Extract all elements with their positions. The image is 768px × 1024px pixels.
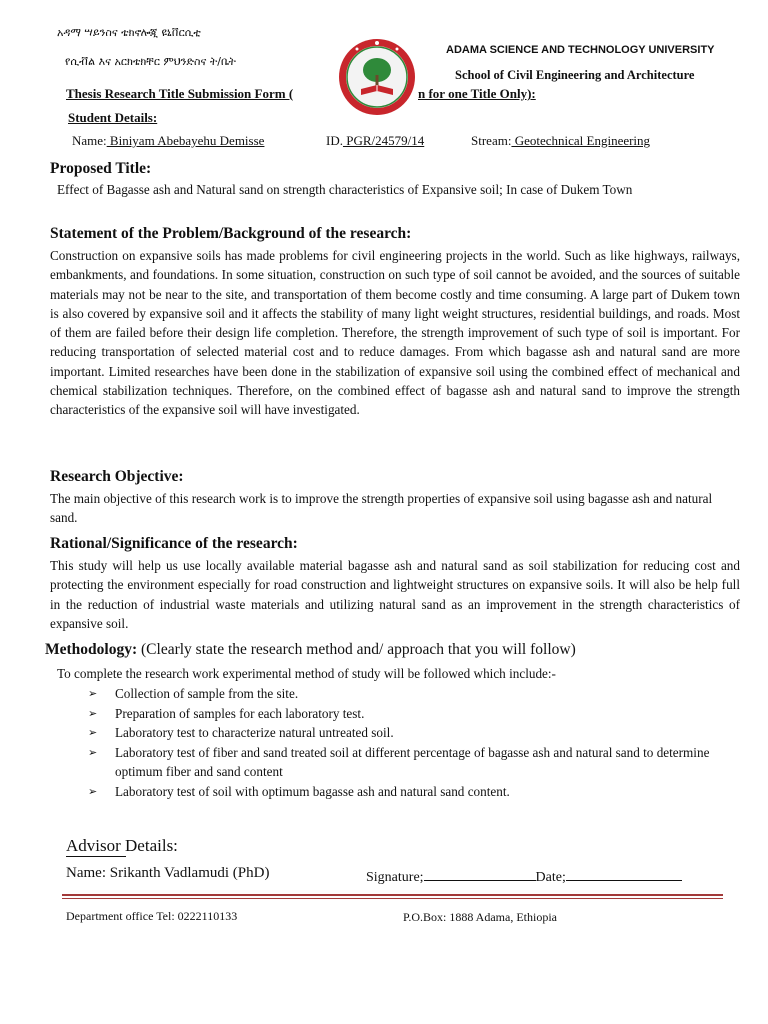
methodology-intro: To complete the research work experimental method of study will be followed which include:-	[57, 666, 556, 681]
student-id-label: ID.	[326, 133, 343, 148]
proposed-title-heading: Proposed Title:	[50, 160, 152, 177]
list-item: ➢ Collection of sample from the site.	[88, 684, 750, 704]
footer-divider-thick	[62, 894, 723, 896]
statement-text: Construction on expansive soils has made problems for civil engineering projects in the world. Such as like highways, railways, embankments, and foundations. In some situation, construction on such type of soil cannot be avoided, and the sources of suitable materials may not be near to the site, and transportation of them become costly and time consuming. A large part of Dukem town is also covered by expansive soil and it affects the stability of many light weight structures, residential buildings, and roads. Most of them are failed before their design life completion. Therefore, the strength improvement of such type of soil is important. For reducing transportation of selected material cost and to reduce damages. From which bagasse ash and natural sand are more important. Limited researches have been done in the stabilization of expansive soil using the combined effect of mechanical and chemical stabilization techniques. Therefore, on the combined effect of bagasse ash and natural sand to improve the strength characteristics of the expansive soil will have investigated.	[50, 248, 740, 418]
student-name-value: Biniyam Abebayehu Demisse	[106, 133, 265, 148]
student-stream-value: Geotechnical Engineering	[511, 133, 651, 148]
footer-pobox: P.O.Box: 1888 Adama, Ethiopia	[403, 910, 557, 924]
proposed-title-text: Effect of Bagasse ash and Natural sand on strength characteristics of Expansive soil; In case of Dukem Town	[57, 182, 633, 197]
arrow-bullet-icon: ➢	[88, 687, 98, 700]
advisor-heading-underline	[66, 856, 126, 857]
arrow-bullet-icon: ➢	[88, 784, 98, 798]
student-stream-label: Stream:	[471, 133, 512, 148]
form-title-left: Thesis Research Title Submission Form (	[66, 86, 294, 101]
university-logo	[337, 37, 417, 117]
student-name-label: Name:	[72, 133, 107, 148]
form-title-right: n for one Title Only):	[418, 86, 536, 101]
arrow-bullet-icon: ➢	[88, 726, 98, 740]
student-stream-row	[471, 133, 650, 149]
advisor-name-row	[66, 865, 269, 882]
student-id-row	[326, 133, 424, 149]
list-item: ➢ Laboratory test to characterize natural untreated soil.	[88, 723, 750, 743]
student-id-value: PGR/24579/14	[342, 133, 425, 148]
objective-text: The main objective of this research work is to improve the strength properties of expansive soil using bagasse ash and natural sand.	[50, 491, 713, 526]
footer-divider-thin	[62, 898, 723, 899]
date-label: Date;	[535, 870, 566, 885]
advisor-heading: Advisor Details:	[66, 836, 178, 855]
advisor-name-label: Name:	[66, 865, 106, 881]
objective-heading: Research Objective:	[50, 468, 184, 485]
amharic-university-name: አዳማ ሣይንስና ቴክኖሎጂ ዩኒቨርሲቲ	[57, 26, 201, 39]
methodology-subheading: (Clearly state the research method and/ approach that you will follow)	[137, 641, 576, 658]
rational-text: This study will help us use locally available material bagasse ash and natural sand as soil stabilization for reducing cost and protecting the environment especially for road construction and lightweight structures on expansive soils. It will also be help full in the reduction of industrial waste materials and utilizing natural sand as an improvement in the strength characteristics of expansive soil.	[50, 558, 740, 631]
amharic-school-name: የሲቭል እና አርክቴክቸር ምህንድስና ት/ቤት	[65, 55, 236, 68]
footer-tel: Department office Tel: 0222110133	[66, 909, 238, 923]
rational-heading: Rational/Significance of the research:	[50, 535, 298, 552]
signature-label: Signature;	[366, 870, 424, 885]
student-name-row	[72, 133, 264, 149]
list-item: ➢ Laboratory test of soil with optimum bagasse ash and natural sand content.	[88, 782, 750, 802]
date-line[interactable]	[566, 866, 682, 881]
list-item: ➢ Preparation of samples for each laboratory test.	[88, 704, 750, 724]
methodology-heading: Methodology:	[45, 641, 138, 658]
advisor-signature-row	[366, 866, 682, 886]
signature-line[interactable]	[424, 866, 536, 881]
methodology-heading-row	[45, 641, 576, 659]
university-name: ADAMA SCIENCE AND TECHNOLOGY UNIVERSITY	[446, 44, 715, 56]
arrow-bullet-icon: ➢	[88, 706, 98, 720]
student-details-label: Student Details:	[68, 110, 158, 125]
methodology-list	[88, 684, 750, 802]
statement-heading: Statement of the Problem/Background of the research:	[50, 225, 412, 242]
arrow-bullet-icon: ➢	[88, 745, 98, 759]
school-name: School of Civil Engineering and Architecture	[455, 68, 695, 82]
list-item: ➢ Laboratory test of fiber and sand treated soil at different percentage of bagasse ash and natural sand to determine optimum fiber and sand content	[88, 744, 710, 780]
advisor-name-value: Srikanth Vadlamudi (PhD)	[105, 865, 270, 881]
